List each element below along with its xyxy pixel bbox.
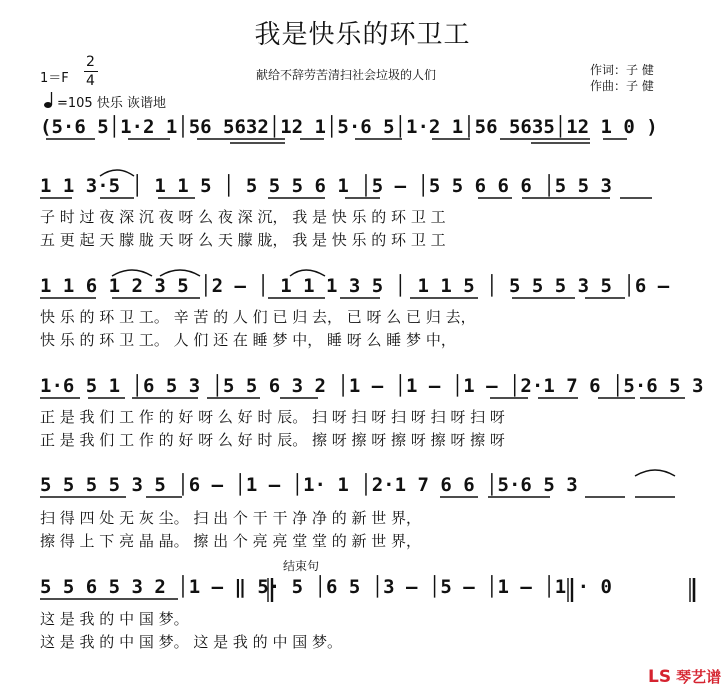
page-title: 我是快乐的环卫工 <box>254 20 471 50</box>
lyrics-verse-1-row-4: 正 是 我 们 工 作 的 好 呀 么 好 时 辰。 扫 呀 扫 呀 扫 呀 扫 呀 扫 呀 <box>40 408 505 426</box>
brand-logo-text: 琴艺谱 <box>676 668 722 686</box>
lyrics-verse-2-row-6: 这 是 我 的 中 国 梦。 这 是 我 的 中 国 梦。 <box>40 633 342 651</box>
time-signature-top: 2 <box>86 54 95 70</box>
notation-row-2: 1 1 3·5 │ 1 1 5 │ 5 5 5 6 1 │5 – │5 5 6 6 6 │5 5 3 <box>40 175 612 197</box>
lyrics-verse-2-row-5: 擦 得 上 下 亮 晶 晶。 擦 出 个 亮 亮 堂 堂 的 新 世 界， <box>40 532 422 550</box>
lyrics-verse-1-row-6: 这 是 我 的 中 国 梦。 <box>40 610 189 628</box>
notation-row-4: 1·6 5 1 │6 5 3 │5 5 6 3 2 │1 – │1 – │1 – │2·1 7 6 │5·6 5 3 <box>40 375 704 397</box>
notation-row-6: 5 5 6 5 3 2 │1 – ‖ 5· 5 │6 5 │3 – │5 – │1 – │1 · 0 <box>40 576 612 598</box>
dedication: 献给不辞劳苦清扫社会垃圾的人们 <box>256 68 437 82</box>
time-signature-bottom: 4 <box>86 73 95 89</box>
lyrics-verse-1-row-3: 快 乐 的 环 卫 工。 辛 苦 的 人 们 已 归 去， 已 呀 么 已 归 去， <box>40 308 476 326</box>
lyrics-verse-2-row-2: 五 更 起 天 朦 胧 天 呀 么 天 朦 胧， 我 是 快 乐 的 环 卫 工 <box>40 231 446 249</box>
lyricist: 作词：子 健 <box>590 63 654 77</box>
ending-phrase-label: 结束句 <box>283 559 320 573</box>
notation-row-5: 5 5 5 5 3 5 │6 – │1 – │1· 1 │2·1 7 6 6 │5·6 5 3 <box>40 474 578 496</box>
brand-logo <box>648 666 721 687</box>
brand-logo-mark: LS <box>648 667 672 687</box>
lyrics-verse-1-row-5: 扫 得 四 处 无 灰 尘。 扫 出 个 干 干 净 净 的 新 世 界， <box>40 509 422 527</box>
notation-row-1: (5·6 5│1·2 1│56 5632│12 1│5·6 5│1·2 1│56 5635│12 1 0 ) <box>40 116 658 138</box>
composer: 作曲：子 健 <box>590 79 654 93</box>
lyrics-verse-2-row-4: 正 是 我 们 工 作 的 好 呀 么 好 时 辰。 擦 呀 擦 呀 擦 呀 擦 呀 擦 呀 <box>40 431 505 449</box>
lyrics-verse-2-row-3: 快 乐 的 环 卫 工。 人 们 还 在 睡 梦 中， 睡 呀 么 睡 梦 中， <box>40 331 456 349</box>
lyrics-verse-1-row-2: 子 时 过 夜 深 沉 夜 呀 么 夜 深 沉， 我 是 快 乐 的 环 卫 工 <box>40 208 446 226</box>
tempo-marking: =105 快乐 诙谐地 <box>57 96 166 111</box>
notation-row-3: 1 1 6 1 2 3 5 │2 – │ 1 1 1 3 5 │ 1 1 5 │ 5 5 5 3 5 │6 – <box>40 275 670 297</box>
key-signature: 1＝F <box>40 71 69 86</box>
